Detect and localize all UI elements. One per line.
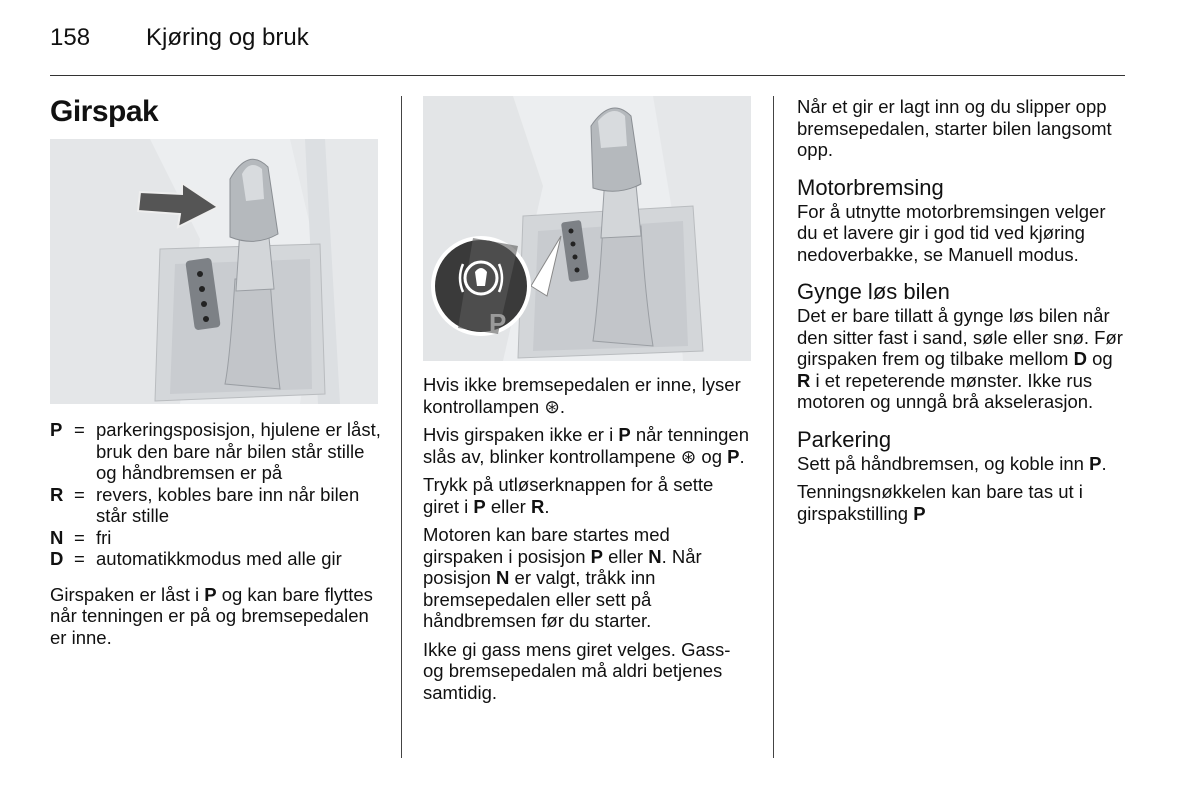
paragraph: Ikke gi gass mens giret velges. Gass- og bremsepedalen må aldri betjenes samtidig.: [423, 638, 731, 703]
shift-lock-illustration: [423, 96, 751, 361]
chapter-title: Kjøring og bruk: [146, 24, 309, 51]
header-rule: [50, 75, 1125, 76]
legend-key: R: [50, 483, 64, 505]
section-heading: Gynge løs bilen: [797, 279, 950, 304]
paragraph: Sett på håndbremsen, og koble inn P.: [797, 452, 1107, 474]
paragraph: Når et gir er lagt inn og du slipper opp bremsepedalen, starter bilen langsomt opp.: [797, 96, 1112, 160]
paragraph: Trykk på utløserknappen for å sette giret i P eller R.: [423, 474, 714, 517]
overlay-gear-letter: P: [489, 308, 507, 338]
legend-equals: =: [74, 548, 85, 569]
legend-text: parkeringsposisjon, hjulene er låst, bruk den bare når bilen står stille og håndbremsen er på: [96, 419, 381, 483]
legend-key: P: [50, 419, 63, 440]
column-divider-2: [773, 96, 774, 758]
gear-position-legend: [50, 419, 385, 570]
legend-text: automatikkmodus med alle gir: [96, 548, 342, 569]
legend-key: D: [50, 548, 64, 569]
column-divider-1: [401, 96, 402, 758]
column-2: [423, 96, 753, 710]
column-1: [50, 92, 385, 655]
paragraph: For å utnytte motorbremsingen velger du et lavere gir i god tid ved kjøring nedoverbakke, se Manuell modus.: [797, 200, 1106, 265]
column-3: [797, 96, 1127, 531]
legend-equals: =: [74, 483, 85, 505]
legend-row: [50, 419, 385, 484]
section-gynge-los-bilen: [797, 279, 1127, 413]
section-heading: Parkering: [797, 426, 892, 452]
legend-text: revers, kobles bare inn når bilen står stille: [96, 483, 360, 526]
paragraph: Tenningsnøkkelen kan bare tas ut i girspakstilling P: [797, 481, 1083, 524]
paragraph: Hvis ikke bremsepedalen er inne, lyser kontrollampen ⊛.: [423, 374, 741, 417]
legend-row: [50, 527, 385, 549]
section-motorbremsing: [797, 175, 1127, 266]
section-parkering: [797, 427, 1127, 525]
legend-row: [50, 548, 385, 570]
legend-key: N: [50, 526, 64, 548]
shift-lock-warning-icon: ⊛: [680, 445, 697, 467]
section-heading: Motorbremsing: [797, 174, 944, 200]
shift-lock-warning-icon: ⊛: [544, 395, 560, 417]
legend-text: fri: [96, 526, 112, 548]
gear-lever-illustration: [50, 139, 378, 404]
paragraph: Hvis girspaken ikke er i P når tenningen slås av, blinker kontrollampene ⊛ og P.: [423, 424, 749, 467]
paragraph: Det er bare tillatt å gynge løs bilen når den sitter fast i sand, søle eller snø. Før girspaken frem og tilbake mellom D og R i et repeterende mønster. Ikke rus motoren og unngå brå akselerasjon.: [797, 305, 1123, 412]
shift-lock-warning-icon: [433, 238, 529, 334]
legend-equals: =: [74, 419, 85, 440]
legend-equals: =: [74, 526, 85, 548]
paragraph: Girspaken er låst i P og kan bare flyttes når tenningen er på og bremsepedalen er inne.: [50, 583, 373, 648]
page-number: 158: [50, 24, 91, 51]
paragraph: Motoren kan bare startes med girspaken i posisjon P eller N. Når posisjon N er valgt, tråkk inn bremsepedalen eller sett på håndbremsen før du starter.: [423, 524, 702, 631]
legend-row: [50, 484, 385, 527]
section-title-girspak: Girspak: [50, 95, 159, 128]
